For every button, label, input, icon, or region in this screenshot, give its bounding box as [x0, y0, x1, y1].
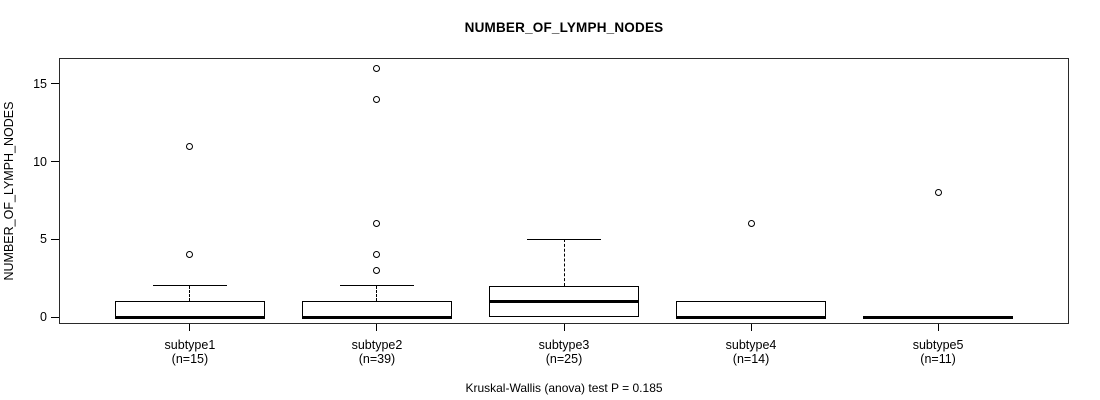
x-group-name: subtype5: [912, 338, 964, 352]
outlier-point: [186, 143, 193, 150]
median-line: [115, 316, 265, 319]
outlier-point: [748, 220, 755, 227]
y-tick-label: 5: [40, 232, 47, 247]
x-group-name: subtype2: [351, 338, 403, 352]
x-group-name: subtype3: [538, 338, 590, 352]
whisker-cap: [340, 285, 415, 286]
median-line: [863, 316, 1013, 319]
x-axis-tick: [376, 324, 377, 331]
median-line: [676, 316, 826, 319]
x-axis-tick: [751, 324, 752, 331]
x-group-label: [284, 338, 470, 366]
outlier-point: [373, 96, 380, 103]
y-axis-label: NUMBER_OF_LYMPH_NODES: [2, 101, 16, 281]
x-group-count: (n=11): [920, 352, 956, 366]
median-line: [302, 316, 452, 319]
median-line: [489, 300, 639, 303]
outlier-point: [373, 65, 380, 72]
whisker-line: [564, 239, 565, 286]
outlier-point: [373, 251, 380, 258]
y-tick-label: 0: [40, 310, 47, 324]
chart-title: NUMBER_OF_LYMPH_NODES: [464, 20, 664, 35]
y-tick-label: 15: [33, 76, 47, 91]
outlier-point: [373, 220, 380, 227]
x-group-label: [471, 338, 657, 366]
x-group-label: [97, 338, 283, 366]
y-axis-tick: [51, 317, 59, 318]
y-axis-tick: [51, 161, 59, 162]
x-axis-tick: [189, 324, 190, 331]
outlier-point: [373, 267, 380, 274]
x-group-count: (n=14): [732, 352, 770, 366]
x-group-count: (n=39): [358, 352, 396, 366]
whisker-line: [189, 286, 190, 302]
whisker-line: [376, 286, 377, 302]
whisker-cap: [153, 285, 228, 286]
y-axis-tick: [51, 239, 59, 240]
x-group-count: (n=25): [545, 352, 583, 366]
x-axis-tick: [564, 324, 565, 331]
y-tick-label: 10: [33, 154, 47, 169]
x-group-label: [658, 338, 844, 366]
y-axis-tick: [51, 83, 59, 84]
x-group-count: (n=15): [171, 352, 209, 366]
outlier-point: [186, 251, 193, 258]
x-group-name: subtype1: [164, 338, 216, 352]
outlier-point: [935, 189, 942, 196]
x-axis-tick: [938, 324, 939, 331]
x-group-name: subtype4: [725, 338, 777, 352]
x-group-label: [845, 338, 1031, 366]
kruskal-wallis-note: Kruskal-Wallis (anova) test P = 0.185: [465, 381, 663, 395]
whisker-cap: [527, 239, 602, 240]
